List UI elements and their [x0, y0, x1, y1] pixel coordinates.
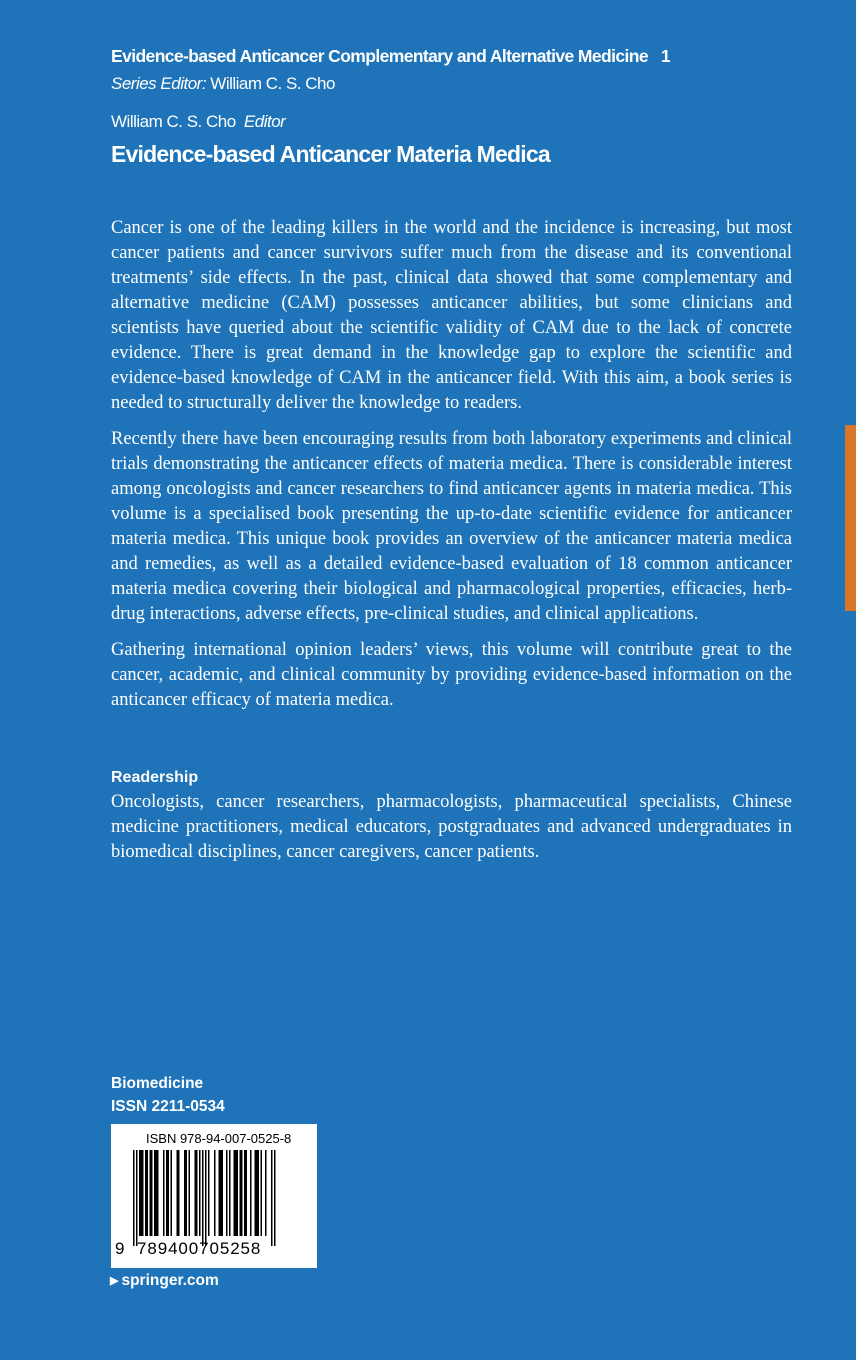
book-editor-role: Editor — [243, 112, 286, 131]
barcode-bar — [171, 1150, 173, 1236]
series-editor — [111, 74, 335, 94]
barcode-bar — [229, 1150, 231, 1236]
barcode-bar — [205, 1150, 207, 1246]
barcode-bar — [202, 1150, 204, 1246]
barcode-bar — [244, 1150, 247, 1236]
barcode-box — [111, 1124, 317, 1268]
publisher-url: springer.com — [121, 1272, 219, 1289]
barcode-icon — [121, 1150, 307, 1246]
barcode-bar — [234, 1150, 239, 1236]
barcode-bar — [163, 1150, 165, 1236]
barcode-bar — [250, 1150, 252, 1236]
barcode-bar — [208, 1150, 210, 1236]
series-editor-label: Series Editor: — [111, 74, 207, 93]
barcode-bar — [139, 1150, 144, 1236]
barcode-bar — [195, 1150, 198, 1236]
cover-edge-strip — [845, 425, 856, 611]
series-editor-name: William C. S. Cho — [210, 74, 335, 93]
barcode-bar — [219, 1150, 224, 1236]
issn: ISSN 2211-0534 — [111, 1098, 225, 1115]
readership-section — [111, 766, 792, 865]
series-title — [111, 46, 670, 67]
barcode-bar — [271, 1150, 273, 1246]
description — [111, 216, 792, 724]
barcode-bar — [154, 1150, 159, 1236]
publisher-link[interactable] — [110, 1272, 219, 1290]
barcode-bar — [189, 1150, 191, 1236]
barcode-bar — [214, 1150, 216, 1236]
barcode-bar — [255, 1150, 260, 1236]
barcode-bar — [177, 1150, 180, 1236]
barcode-bar — [145, 1150, 148, 1236]
barcode-bar — [265, 1150, 267, 1236]
series-volume: 1 — [660, 46, 670, 66]
barcode-bar — [274, 1150, 276, 1246]
barcode-bar — [184, 1150, 187, 1236]
isbn-label: ISBN 978-94-007-0525-8 — [146, 1131, 292, 1146]
description-paragraph: Gathering international opinion leaders’ views, this volume will contribute great to the cancer, academic, and clinical community by providing evidence-based information on the anticancer efficacy of materia medica. — [111, 640, 792, 710]
book-title: Evidence-based Anticancer Materia Medica — [111, 141, 550, 167]
subject-category: Biomedicine — [111, 1075, 204, 1092]
subject-info — [111, 1072, 225, 1118]
barcode-bar — [199, 1150, 201, 1236]
description-paragraph: Recently there have been encouraging results from both laboratory experiments and clinical trials demonstrating the anticancer effects of materia medica. There is considerable interest among oncologists and cancer researchers to find anticancer agents in materia medica. This volume is a specialised book presenting the up-to-date scientific evidence for anticancer materia medica. This unique book provides an overview of the anticancer materia medica and remedies, as well as a detailed evidence-based evaluation of 18 common anticancer materia medica covering their biological and pharmacological properties, efficacies, herb-drug interactions, adverse effects, pre-clinical studies, and clinical applications. — [111, 429, 792, 624]
barcode-bar — [150, 1150, 153, 1236]
readership-text: Oncologists, cancer researchers, pharmacologists, pharmaceutical specialists, Chinese medicine practitioners, medical educators, postgraduates and advanced undergraduates in biomedical disciplines, cancer caregivers, cancer patients. — [111, 792, 792, 862]
barcode-bar — [226, 1150, 228, 1236]
barcode-first-digit: 9 — [115, 1239, 126, 1258]
barcode-bar — [166, 1150, 169, 1236]
barcode-digit-string: 789400705258 — [137, 1239, 262, 1258]
description-paragraph: Cancer is one of the leading killers in the world and the incidence is increasing, but most cancer patients and cancer survivors suffer much from the disease and its conventional treatments’ side effects. In the past, clinical data showed that some complementary and alternative medicine (CAM) possesses anticancer abilities, but some clinicians and scientists have queried about the scientific validity of CAM due to the lack of concrete evidence. There is great demand in the knowledge gap to explore the scientific and evidence-based knowledge of CAM in the anticancer field. With this aim, a book series is needed to structurally deliver the knowledge to readers. — [111, 218, 792, 413]
barcode-bar — [133, 1150, 135, 1246]
arrow-right-icon: ▶ — [110, 1275, 119, 1287]
series-title-text: Evidence-based Anticancer Complementary and Alternative Medicine — [111, 46, 649, 66]
book-editor — [111, 112, 285, 132]
book-editor-name: William C. S. Cho — [111, 112, 236, 131]
readership-heading: Readership — [111, 769, 199, 786]
barcode-bar — [240, 1150, 243, 1236]
barcode-bar — [261, 1150, 263, 1236]
barcode-bar — [136, 1150, 138, 1246]
